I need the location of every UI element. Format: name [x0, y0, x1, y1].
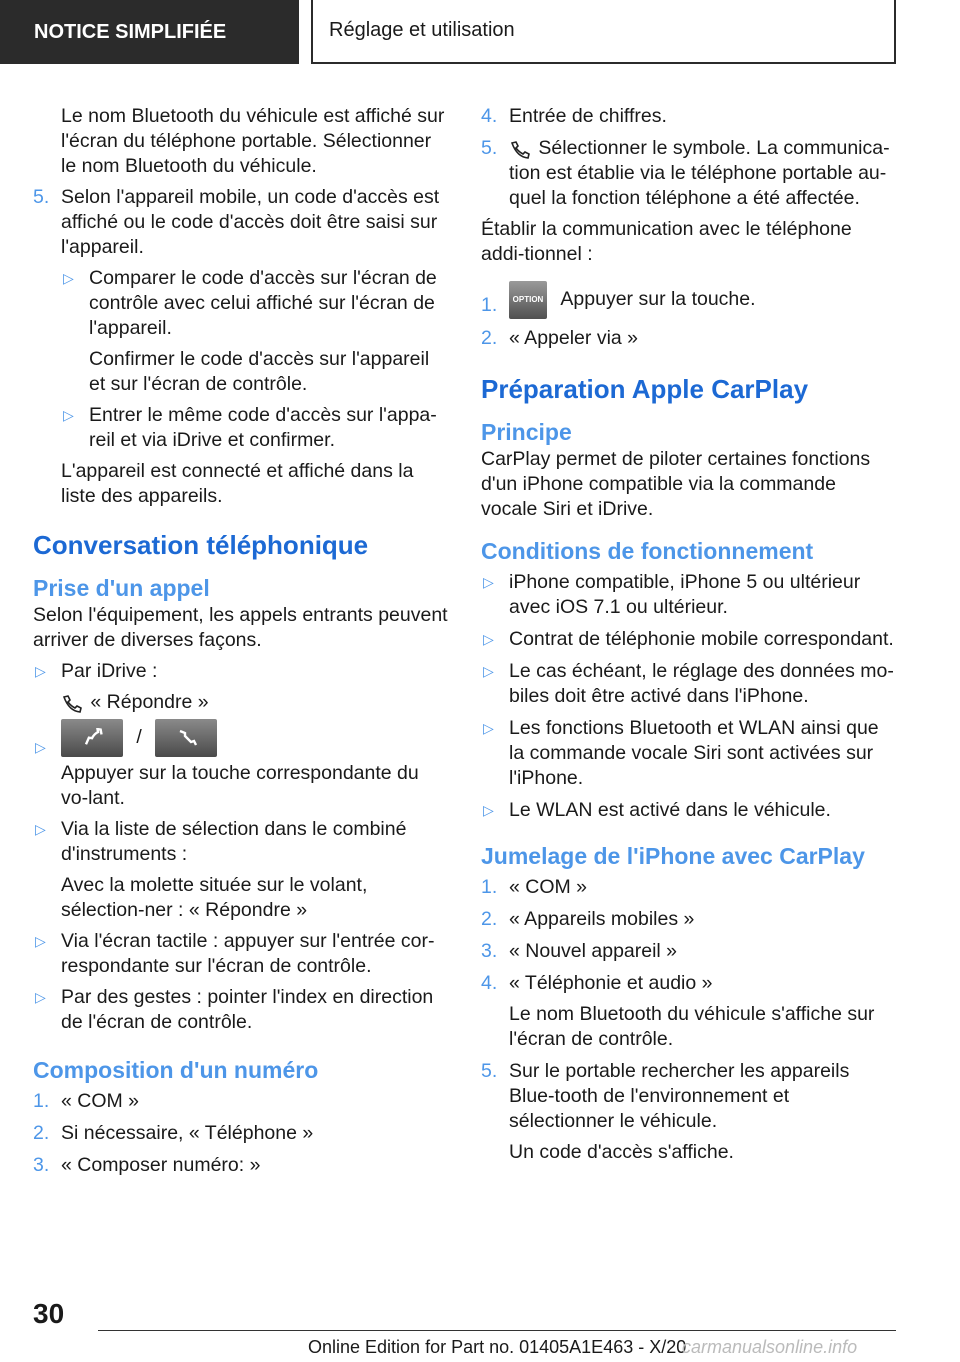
list-number: 5.	[481, 1060, 498, 1082]
list-number: 1.	[33, 1090, 50, 1112]
list-item	[33, 719, 448, 811]
heading-conversation: Conversation téléphonique	[33, 530, 369, 560]
bullet-triangle-icon: ▷	[483, 802, 494, 818]
bullet-triangle-icon: ▷	[483, 574, 494, 590]
list-text: « Appeler via »	[509, 327, 639, 349]
list-text: Les fonctions Bluetooth et WLAN ainsi que la commande vocale Siri sont activées sur l'iPhone.	[509, 717, 879, 789]
list-number: 5.	[481, 137, 498, 159]
list-item	[61, 403, 448, 453]
list-text: Le WLAN est activé dans le véhicule.	[509, 799, 831, 821]
list-number: 3.	[481, 940, 498, 962]
list-item	[481, 907, 896, 932]
list-text: Par des gestes : pointer l'index en direction de l'écran de contrôle.	[61, 986, 434, 1033]
list-text: Via l'écran tactile : appuyer sur l'entrée cor‐respondante sur l'écran de contrôle.	[61, 930, 435, 977]
heading-prise: Prise d'un appel	[33, 575, 210, 601]
list-item	[481, 939, 896, 964]
list-text: Par iDrive :	[61, 660, 158, 682]
list-text: Via la liste de sélection dans le combiné d'instruments :	[61, 818, 407, 865]
list-number: 4.	[481, 105, 498, 127]
list-subtext: Appuyer sur la touche correspondante du vo‐lant.	[61, 762, 419, 809]
list-item	[481, 570, 896, 620]
list-text: Le cas échéant, le réglage des données mo‐biles doit être activé dans l'iPhone.	[509, 660, 894, 707]
list-subtext	[61, 690, 448, 715]
bullet-triangle-icon: ▷	[35, 739, 46, 755]
left-column	[33, 104, 448, 1178]
heading-jumelage: Jumelage de l'iPhone avec CarPlay	[481, 843, 865, 869]
list-item	[481, 716, 896, 791]
right-column	[481, 104, 896, 1165]
list-subtext: Un code d'accès s'affiche.	[509, 1141, 734, 1163]
list-subtext: Confirmer le code d'accès sur l'appareil et sur l'écran de contrôle.	[89, 348, 430, 395]
list-number: 1.	[481, 294, 498, 316]
list-text: « Nouvel appareil »	[509, 940, 678, 962]
list-item	[481, 627, 896, 652]
list-text: « COM »	[61, 1090, 140, 1112]
list-item	[481, 659, 896, 709]
prise-paragraph: Selon l'équipement, les appels entrants peuvent arriver de diverses façons.	[33, 604, 448, 651]
list-text: Contrat de téléphonie mobile correspondant.	[509, 628, 894, 650]
list-item	[33, 817, 448, 923]
list-text: Selon l'appareil mobile, un code d'accès est affiché ou le code d'accès doit être saisi sur l'appareil.	[61, 186, 440, 258]
list-item	[61, 266, 448, 397]
bullet-triangle-icon: ▷	[63, 407, 74, 423]
list-text: Sur le portable rechercher les appareils Blue‐tooth de l'environnement et sélectionner le véhicule.	[509, 1060, 850, 1132]
list-text: Entrée de chiffres.	[509, 105, 667, 127]
list-text: « Appareils mobiles »	[509, 908, 695, 930]
list-item	[481, 798, 896, 823]
list-number: 2.	[481, 908, 498, 930]
heading-carplay: Préparation Apple CarPlay	[481, 374, 809, 404]
answer-label: « Répondre »	[90, 691, 209, 713]
header-section-label: NOTICE SIMPLIFIÉE	[0, 0, 299, 64]
list-item	[481, 326, 896, 351]
list-text: Entrer le même code d'accès sur l'appa‐reil et via iDrive et confirmer.	[89, 404, 437, 451]
list-item	[33, 659, 448, 715]
list-item	[33, 985, 448, 1035]
list-text: Sélectionner le symbole. La communica‐tion est établie via le téléphone portable au‐quel la fonction téléphone a été affectée.	[509, 137, 890, 209]
page-number: 30	[33, 1298, 65, 1329]
list-item	[481, 875, 896, 900]
list-number: 5.	[33, 186, 50, 208]
list-text: « COM »	[509, 876, 588, 898]
phone-call-icon	[509, 139, 533, 159]
footer-divider	[98, 1330, 896, 1331]
list-item	[481, 971, 896, 1052]
list-text: iPhone compatible, iPhone 5 ou ultérieur avec iOS 7.1 ou ultérieur.	[509, 571, 861, 618]
list-text: Si nécessaire, « Téléphone »	[61, 1122, 314, 1144]
list-text: « Composer numéro: »	[61, 1154, 261, 1176]
list-item	[481, 104, 896, 129]
list-text: « Téléphonie et audio »	[509, 972, 713, 994]
list-number: 4.	[481, 972, 498, 994]
list-item	[33, 1121, 448, 1146]
list-number: 2.	[33, 1122, 50, 1144]
list-number: 2.	[481, 327, 498, 349]
list-item	[481, 281, 896, 319]
list-item	[481, 1059, 896, 1165]
bullet-triangle-icon: ▷	[35, 933, 46, 949]
steering-phone-button-icon	[155, 719, 217, 757]
list-item	[33, 1153, 448, 1178]
bullet-triangle-icon: ▷	[35, 663, 46, 679]
bullet-triangle-icon: ▷	[483, 663, 494, 679]
steering-answer-button-icon	[61, 719, 123, 757]
heading-conditions: Conditions de fonctionnement	[481, 538, 814, 564]
principe-paragraph: CarPlay permet de piloter certaines fonctions d'un iPhone compatible via la commande vocale Siri et iDrive.	[481, 448, 871, 520]
bullet-triangle-icon: ▷	[35, 989, 46, 1005]
heading-composition: Composition d'un numéro	[33, 1057, 319, 1083]
watermark: carmanualsonline.info	[682, 1337, 858, 1357]
list-number: 1.	[481, 876, 498, 898]
list-number: 3.	[33, 1154, 50, 1176]
list-item	[33, 929, 448, 979]
list-item	[33, 185, 448, 260]
list-item	[481, 136, 896, 211]
separator-slash: /	[136, 726, 142, 749]
header-chapter-label: Réglage et utilisation	[311, 0, 896, 64]
intro-paragraph: Le nom Bluetooth du véhicule est affiché sur l'écran du téléphone portable. Sélectionner le nom Bluetooth du véhicule.	[61, 105, 445, 177]
bullet-triangle-icon: ▷	[483, 720, 494, 736]
heading-principe: Principe	[481, 419, 572, 445]
list-subtext: Avec la molette située sur le volant, sélection‐ner : « Répondre »	[61, 874, 368, 921]
list-subtext: Le nom Bluetooth du véhicule s'affiche sur l'écran de contrôle.	[509, 1003, 875, 1050]
bullet-triangle-icon: ▷	[63, 270, 74, 286]
footer-edition: Online Edition for Part no. 01405A1E463 - X/20	[308, 1337, 687, 1357]
option-button-icon: OPTION	[509, 281, 547, 319]
phone-answer-icon	[61, 693, 85, 713]
list-text: Comparer le code d'accès sur l'écran de contrôle avec celui affiché sur l'écran de l'appareil.	[89, 267, 437, 339]
list-item	[33, 1089, 448, 1114]
bullet-triangle-icon: ▷	[35, 821, 46, 837]
additional-paragraph: Établir la communication avec le téléphone addi‐tionnel :	[481, 218, 852, 265]
list-text: Appuyer sur la touche.	[560, 288, 756, 311]
connected-paragraph: L'appareil est connecté et affiché dans la liste des appareils.	[61, 460, 414, 507]
bullet-triangle-icon: ▷	[483, 631, 494, 647]
